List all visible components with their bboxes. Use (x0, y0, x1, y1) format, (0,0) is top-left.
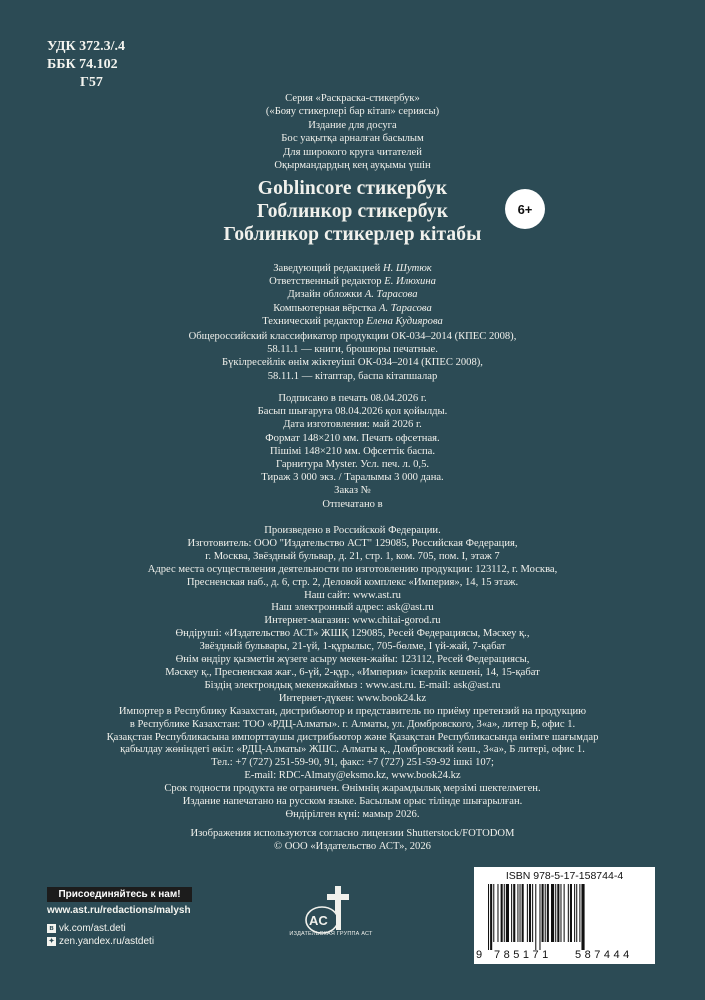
license-line: Изображения используются согласно лицензии Shutterstock/FOTODOM (190, 828, 515, 839)
print-line: Басып шығаруға 08.04.2026 қол қойылды. (257, 406, 448, 418)
barcode-digit-group: 785171 (494, 949, 552, 961)
series-line: Оқырмандардың кең ауқымы үшін (274, 160, 431, 172)
product-classifier (0, 330, 705, 383)
print-line: Гарнитура Myster. Усл. печ. л. 0,5. (275, 459, 430, 471)
staff-line (0, 262, 705, 275)
print-line: Тираж 3 000 экз. / Таралымы 3 000 дана. (261, 472, 444, 484)
barcode-digit-group: 9 (476, 949, 483, 961)
bbk-code: ББК 74.102 (47, 57, 118, 72)
staff-role: Технический редактор (262, 315, 364, 327)
staff-line (0, 288, 705, 301)
production-line: Срок годности продукта не ограничен. Өнімнің жарамдылық мерзімі шектелмеген. (164, 783, 541, 795)
print-line: Формат 148×210 мм. Печать офсетная. (265, 432, 440, 444)
vk-url: vk.com/ast.deti (59, 923, 126, 934)
production-line: Қазақстан Республикасына импорттаушы дистрибьютор және Қазақстан Республикасында өнімге шағымдар (106, 731, 599, 743)
production-line: Өнім өндіру қызметін жүзеге асыру мекен-жайы: 123112, Ресей Федерациясы, (175, 654, 530, 666)
publisher-url: www.ast.ru/redactions/malysh (47, 905, 191, 916)
staff-role: Компьютерная вёрстка (273, 302, 377, 314)
production-line: Интернет-дүкен: www.book24.kz (278, 692, 427, 704)
production-line: Өндірілген күні: мамыр 2026. (285, 808, 420, 820)
production-line: Изготовитель: ООО "Издательство АСТ" 129085, Российская Федерация, (187, 537, 518, 549)
title-line: Гоблинкор стикербук (256, 200, 449, 222)
production-line: Интернет-магазин: www.chitai-gorod.ru (264, 615, 441, 627)
title-line: Гоблинкор стикерлер кітабы (223, 223, 482, 245)
print-info (0, 392, 705, 511)
production-line: қабылдау жөніндегі өкіл: «РДЦ-Алматы» ЖШС. Алматы қ., Домбровский көш., 3«а», Б литері, офис 1. (120, 744, 585, 756)
staff-name: Е. Илюхина (384, 276, 436, 288)
udk-code: УДК 372.3/.4 (47, 39, 126, 54)
production-line: Наш сайт: www.ast.ru (304, 589, 401, 601)
staff-role: Ответственный редактор (269, 276, 382, 288)
staff-line (0, 302, 705, 315)
production-line: Пресненская наб., д. 6, стр. 2, Деловой комплекс «Империя», 14, 15 этаж. (186, 576, 519, 588)
production-line: в Республике Казахстан: ТОО «РДЦ-Алматы». г. Алматы, ул. Домбровского, 3«а», литер Б, офис 1. (129, 718, 576, 730)
production-line: Тел.: +7 (727) 251-59-90, 91, факс: +7 (727) 251-59-92 ішкі 107; (211, 757, 494, 769)
staff-role: Дизайн обложки (287, 289, 363, 301)
classification-codes (47, 38, 125, 92)
production-line: Звёздный бульвары, 21-үй, 1-құрылыс, 705-бөлме, I үй-жай, 7-қабат (199, 641, 506, 653)
isbn-number: ISBN 978-5-17-158744-4 (505, 870, 624, 882)
production-line: Мәскеу қ., Пресненская жағ., 6-үй, 2-құр., «Империя» іскерлік кешені, 14, 15-қабат (165, 666, 540, 678)
staff-line (0, 315, 705, 328)
vk-icon: в (47, 924, 56, 933)
logo-caption: ИЗДАТЕЛЬСКАЯ ГРУППА АСТ (289, 931, 373, 937)
zen-link (47, 936, 154, 947)
production-line: Импортер в Республику Казахстан, дистрибьютор и представитель по приёму претензий на продукцию (118, 705, 587, 717)
barcode-digit-group: 587444 (575, 949, 633, 961)
isbn-barcode-box (474, 867, 655, 964)
author-mark: Г57 (80, 75, 103, 90)
production-line: Өндіруші: «Издательство АСТ» ЖШҚ 129085, Ресей Федерациясы, Мәскеу қ., (175, 628, 530, 640)
staff-name: А. Тарасова (379, 302, 432, 314)
print-line: Заказ № (334, 485, 371, 497)
print-line: Подписано в печать 08.04.2026 г. (278, 393, 427, 404)
staff-name: Н. Шутюк (382, 263, 432, 274)
classifier-line: Бүкілресейлік өнім жіктеуіші ОК-034–2014 (КПЕС 2008), (222, 357, 483, 369)
production-line: Біздің электрондық мекенжаймыз : www.ast.ru. E-mail: ask@ast.ru (204, 679, 501, 691)
staff-line (0, 275, 705, 288)
production-line: Наш электронный адрес: ask@ast.ru (271, 602, 434, 614)
license-info (0, 827, 705, 853)
zen-url: zen.yandex.ru/astdeti (59, 936, 155, 947)
svg-text:AC: AC (309, 913, 328, 928)
series-line: Серия «Раскраска-стикербук» (285, 93, 420, 104)
zen-icon: ✦ (48, 938, 55, 945)
series-line: Издание для досуга (308, 119, 397, 131)
join-us-banner: Присоединяйтесь к нам! (47, 887, 192, 902)
production-line: Произведено в Российской Федерации. (264, 525, 441, 536)
editorial-staff (0, 262, 705, 328)
staff-name: Елена Кудиярова (366, 315, 443, 327)
series-line: Бос уақытқа арналған басылым (281, 133, 424, 145)
production-info (0, 525, 705, 822)
vk-link (47, 923, 126, 934)
series-block (0, 92, 705, 172)
classifier-line: Общероссийский классификатор продукции ОК-034–2014 (КПЕС 2008), (188, 331, 517, 342)
production-line: Адрес места осуществления деятельности по изготовлению продукции: 123112, г. Москва, (147, 563, 558, 575)
staff-name: А. Тарасова (364, 289, 418, 301)
production-line: г. Москва, Звёздный бульвар, д. 21, стр. 1, ком. 705, пом. I, этаж 7 (205, 550, 500, 562)
production-line: Издание напечатано на русском языке. Басылым орыс тілінде шығарылған. (182, 796, 523, 808)
barcode-icon (480, 884, 649, 950)
production-line: E-mail: RDC-Almaty@eksmo.kz, www.book24.kz (244, 770, 461, 782)
print-line: Дата изготовления: май 2026 г. (283, 419, 422, 431)
print-line: Отпечатано в (322, 498, 383, 510)
age-rating-badge: 6+ (505, 189, 545, 229)
series-line: («Бояу стикерлері бар кітап» сериясы) (265, 106, 440, 118)
classifier-line: 58.11.1 — книги, брошюры печатные. (267, 344, 438, 356)
book-title (0, 178, 705, 246)
print-line: Пішімі 148×210 мм. Офсеттік баспа. (270, 445, 435, 457)
license-line: © ООО «Издательство АСТ», 2026 (274, 841, 431, 853)
title-line: Goblincore стикербук (257, 178, 448, 199)
series-line: Для широкого круга читателей (283, 146, 422, 158)
classifier-line: 58.11.1 — кітаптар, баспа кітапшалар (267, 370, 438, 382)
staff-role: Заведующий редакцией (273, 263, 381, 274)
